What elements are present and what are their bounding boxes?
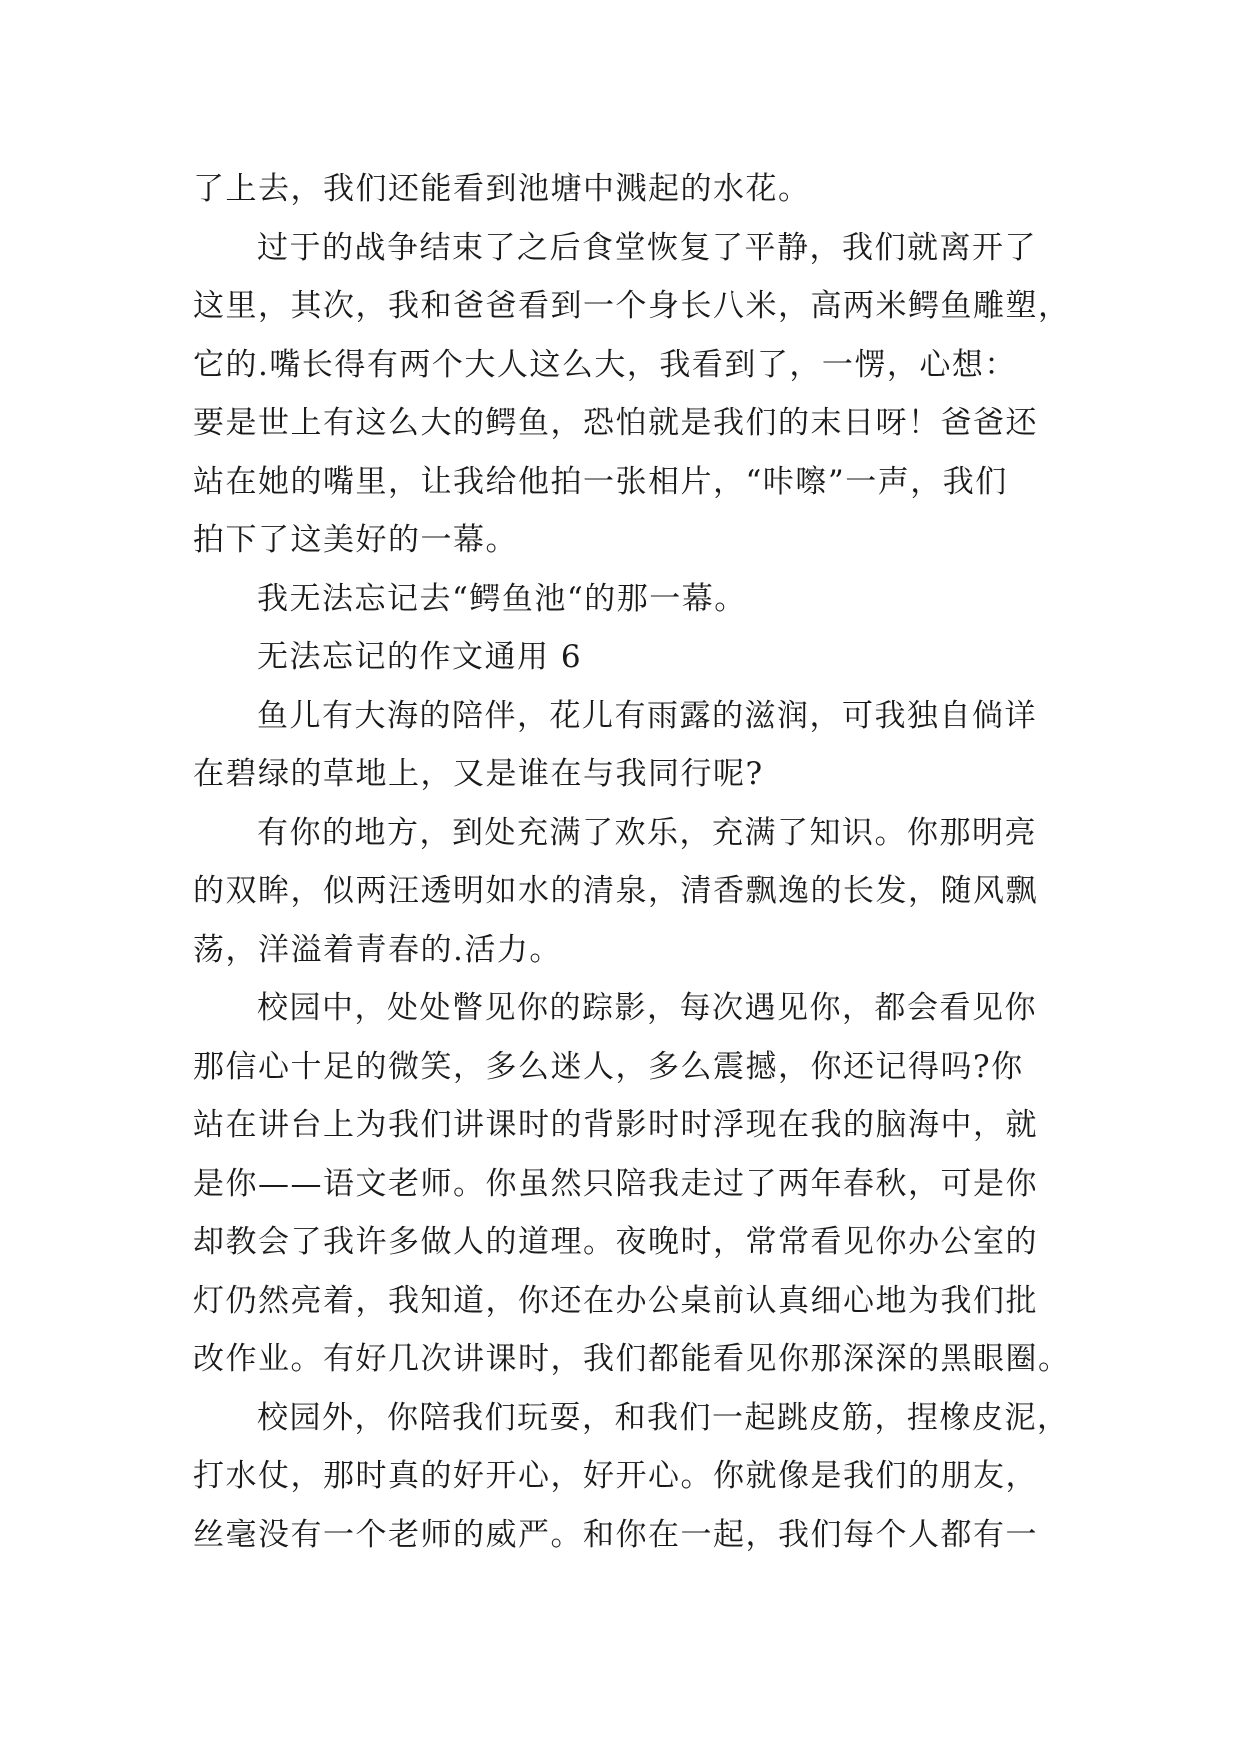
text-line: 的双眸，似两汪透明如水的清泉，清香飘逸的长发，随风飘 bbox=[193, 873, 1038, 909]
text-line: 打水仗，那时真的好开心，好开心。你就像是我们的朋友， bbox=[193, 1458, 1038, 1494]
text-line: 丝毫没有一个老师的威严。和你在一起，我们每个人都有一 bbox=[193, 1516, 1038, 1553]
document-body bbox=[193, 160, 1071, 1564]
text-line: 拍下了这美好的一幕。 bbox=[193, 522, 518, 558]
paragraph-start-line: 鱼儿有大海的陪伴，花儿有雨露的滋润，可我独自倘详 bbox=[257, 697, 1037, 734]
text-line: 在碧绿的草地上，又是谁在与我同行呢? bbox=[193, 756, 764, 792]
text-line: 它的.嘴长得有两个大人这么大，我看到了，一愣，心想： bbox=[193, 346, 1017, 383]
text-line: 这里，其次，我和爸爸看到一个身长八米，高两米鳄鱼雕塑， bbox=[193, 288, 1071, 324]
text-line: 荡，洋溢着青春的.活力。 bbox=[193, 931, 562, 968]
text-line: 却教会了我许多做人的道理。夜晚时，常常看见你办公室的 bbox=[193, 1224, 1038, 1260]
text-line: 是你——语文老师。你虽然只陪我走过了两年春秋，可是你 bbox=[193, 1165, 1038, 1202]
paragraph-start-line: 校园外，你陪我们玩耍，和我们一起跳皮筋，捏橡皮泥， bbox=[257, 1399, 1070, 1436]
paragraph-start-line: 校园中，处处瞥见你的踪影，每次遇见你，都会看见你 bbox=[257, 990, 1037, 1026]
text-line: 那信心十足的微笑，多么迷人，多么震撼，你还记得吗?你 bbox=[193, 1048, 1024, 1085]
paragraph-start-line: 我无法忘记去“鳄鱼池“的那一幕。 bbox=[257, 580, 747, 617]
paragraph-start-line: 有你的地方，到处充满了欢乐，充满了知识。你那明亮 bbox=[257, 814, 1037, 851]
text-line: 改作业。有好几次讲课时，我们都能看见你那深深的黑眼圈。 bbox=[193, 1341, 1071, 1377]
text-line: 站在讲台上为我们讲课时的背影时时浮现在我的脑海中，就 bbox=[193, 1107, 1038, 1143]
section-heading: 无法忘记的作文通用 6 bbox=[257, 639, 583, 675]
text-line: 了上去，我们还能看到池塘中溅起的水花。 bbox=[193, 171, 811, 207]
text-line: 灯仍然亮着，我知道，你还在办公桌前认真细心地为我们批 bbox=[193, 1282, 1038, 1319]
text-line: 要是世上有这么大的鳄鱼，恐怕就是我们的末日呀！爸爸还 bbox=[193, 405, 1038, 441]
text-line: 站在她的嘴里，让我给他拍一张相片，“咔嚓”一声，我们 bbox=[193, 463, 1008, 500]
paragraph-start-line: 过于的战争结束了之后食堂恢复了平静，我们就离开了 bbox=[257, 229, 1037, 266]
